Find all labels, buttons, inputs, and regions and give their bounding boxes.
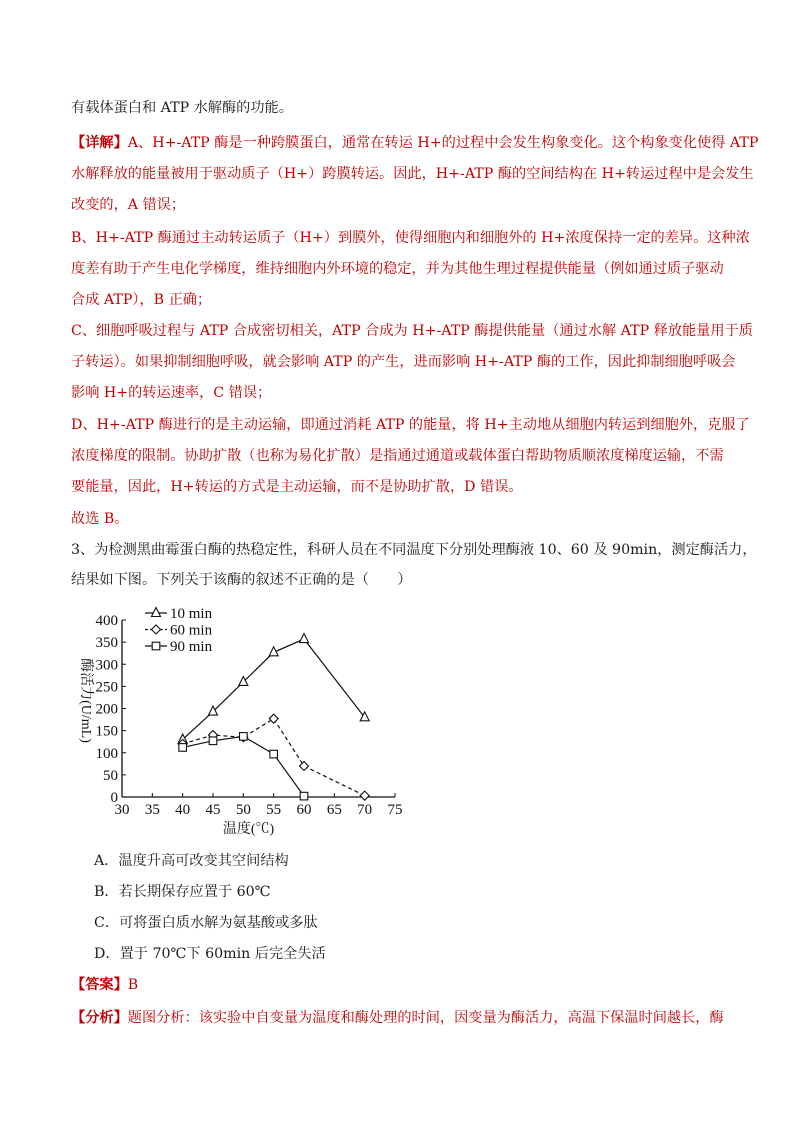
detail-text: 改变的，A 错误； — [71, 197, 186, 213]
y-tick-label: 200 — [95, 701, 118, 718]
detail-text: C、细胞呼吸过程与 ATP 合成密切相关，ATP 合成为 H+-ATP 酶提供能量（通过水解 ATP 释放能量用于质 — [71, 323, 753, 339]
detail-text: B、H+-ATP 酶通过主动转运质子（H+）到膜外，使得细胞内和细胞外的 H+浓度保持一定的差异。这种浓 — [71, 230, 750, 246]
analysis-tag: 【分析】 — [71, 1010, 128, 1026]
detail-text: 子转运）。如果抑制细胞呼吸，就会影响 ATP 的产生，进而影响 H+-ATP 酶的工作，因此抑制细胞呼吸会 — [71, 354, 736, 370]
analysis-text: 题图分析：该实验中自变量为温度和酶处理的时间，因变量为酶活力，高温下保温时间越长，酶 — [127, 1010, 724, 1026]
data-point — [209, 706, 218, 715]
series-line — [183, 736, 304, 796]
y-tick-label: 100 — [95, 745, 118, 762]
x-tick-label: 70 — [357, 802, 373, 818]
detail-text: 影响 H+的转运速率，C 错误； — [71, 385, 272, 401]
x-tick-label: 60 — [296, 802, 312, 818]
data-point — [179, 744, 187, 752]
answer-value: B — [127, 977, 139, 993]
data-point — [300, 762, 309, 771]
x-axis-label: 温度(℃) — [222, 822, 275, 837]
x-tick-label: 40 — [175, 802, 191, 818]
y-tick-label: 150 — [95, 723, 118, 740]
x-tick-label: 55 — [266, 802, 282, 818]
y-tick-label: 300 — [95, 657, 118, 674]
legend-label: 90 min — [170, 639, 213, 655]
paragraph-continuation: 有载体蛋白和 ATP 水解酶的功能。 — [71, 100, 293, 116]
y-axis-label: 酶活力(U/mL) — [78, 658, 93, 743]
data-point — [300, 792, 308, 800]
data-point — [360, 791, 369, 800]
detail-text: 水解释放的能量被用于驱动质子（H+）跨膜转运。因此，H+-ATP 酶的空间结构在 H+转运过程中是会发生 — [71, 166, 754, 182]
legend-marker — [152, 642, 160, 650]
x-tick-label: 30 — [114, 802, 130, 818]
y-tick-label: 0 — [110, 790, 118, 806]
option-b: B．若长期保存应置于 60℃ — [94, 884, 271, 900]
detail-tag: 【详解】 — [71, 135, 128, 151]
analysis-line — [71, 1008, 731, 1028]
x-tick-label: 75 — [387, 802, 403, 818]
y-tick-label: 350 — [95, 635, 118, 652]
detail-text: 度差有助于产生电化学梯度，维持细胞内外环境的稳定，并为其他生理过程提供能量（例如通过质子驱动 — [71, 261, 724, 277]
legend-marker — [152, 625, 161, 634]
legend-label: 10 min — [170, 606, 213, 622]
answer-tag: 【答案】 — [71, 977, 128, 993]
x-tick-label: 50 — [235, 802, 251, 818]
legend-label: 60 min — [170, 622, 213, 639]
x-tick-label: 45 — [205, 802, 221, 818]
question-stem: 3、为检测黑曲霉蛋白酶的热稳定性，科研人员在不同温度下分别处理酶液 10、60 及 90min，测定酶活力， — [71, 542, 757, 558]
y-tick-label: 250 — [95, 679, 118, 696]
answer-line — [71, 975, 731, 995]
detail-text: 合成 ATP），B 正确； — [71, 292, 212, 308]
data-point — [240, 733, 248, 741]
option-a: A．温度升高可改变其空间结构 — [94, 853, 289, 869]
enzyme-activity-chart — [70, 600, 410, 840]
conclusion: 故选 B。 — [71, 511, 129, 527]
data-point — [269, 714, 278, 723]
data-point — [270, 750, 278, 758]
y-tick-label: 400 — [95, 613, 118, 629]
detail-line — [71, 133, 759, 153]
detail-text: 浓度梯度的限制。协助扩散（也称为易化扩散）是指通过通道或载体蛋白帮助物质顺浓度梯度运输，不需 — [71, 448, 724, 464]
detail-text: A、H+-ATP 酶是一种跨膜蛋白，通常在转运 H+的过程中会发生构象变化。这个构象变化使得 ATP — [127, 135, 759, 151]
option-c: C．可将蛋白质水解为氨基酸或多肽 — [94, 915, 318, 931]
question-stem: 结果如下图。下列关于该酶的叙述不正确的是（ ） — [71, 572, 412, 588]
data-point — [300, 634, 309, 643]
option-d: D．置于 70℃下 60min 后完全失活 — [94, 946, 326, 962]
legend-marker — [152, 608, 161, 617]
data-point — [239, 676, 248, 685]
detail-text: 要能量，因此，H+转运的方式是主动运输，而不是协助扩散，D 错误。 — [71, 479, 523, 495]
x-tick-label: 35 — [144, 802, 160, 818]
x-tick-label: 65 — [326, 802, 342, 818]
data-point — [209, 737, 217, 745]
y-tick-label: 50 — [103, 767, 118, 784]
detail-text: D、H+-ATP 酶进行的是主动运输，即通过消耗 ATP 的能量，将 H+主动地从细胞内转运到细胞外，克服了 — [71, 417, 750, 433]
